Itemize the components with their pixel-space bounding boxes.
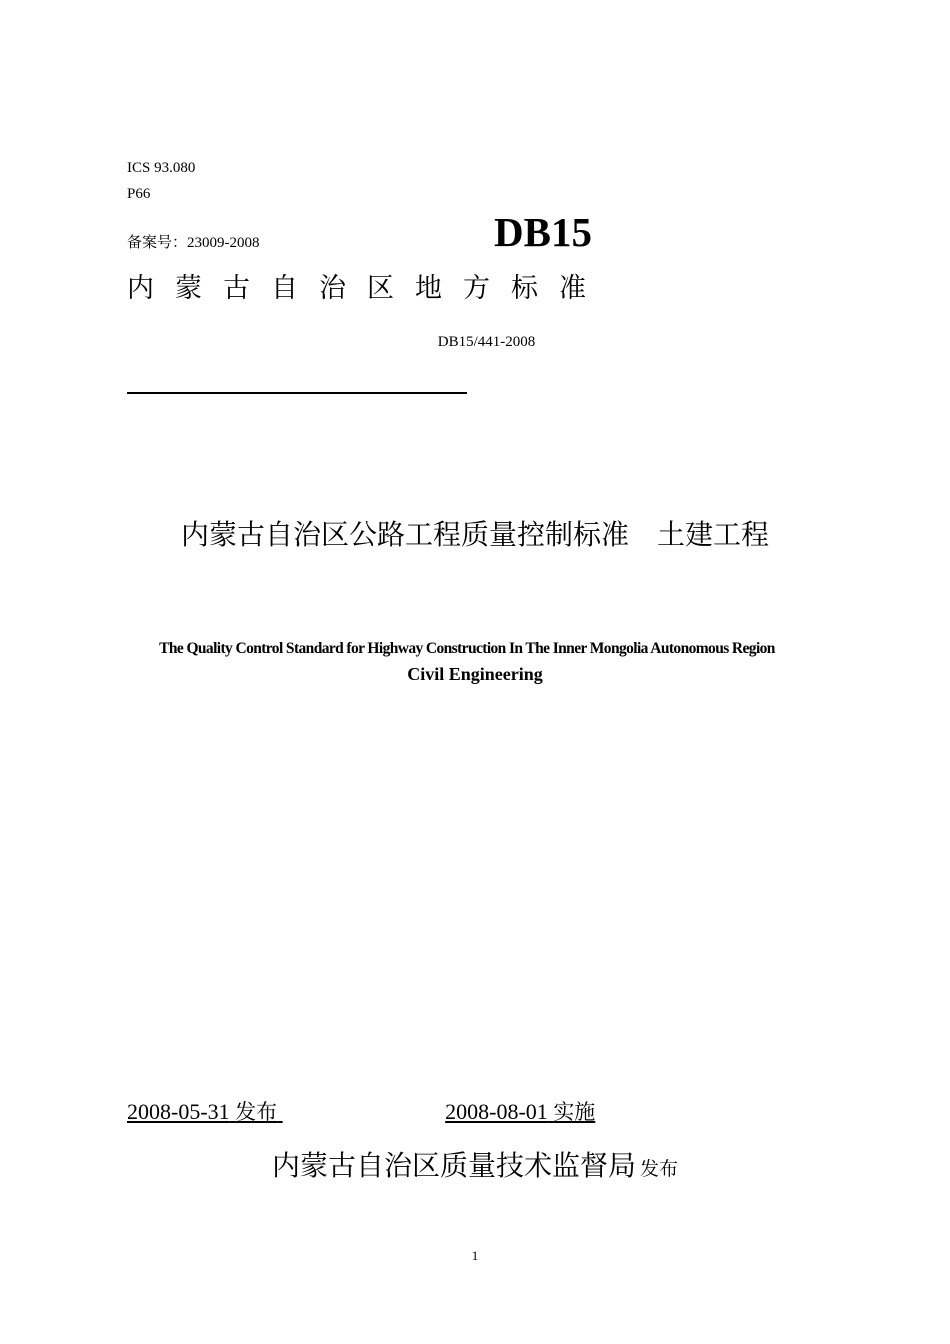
chinese-title: 内蒙古自治区公路工程质量控制标准 土建工程 [180, 518, 769, 551]
english-title: The Quality Control Standard for Highway Construction In The Inner Mongolia Autonomous Region [159, 640, 775, 657]
ics-code: ICS 93.080 [127, 160, 196, 176]
date-gap [277, 1099, 445, 1125]
page-number: 1 [471, 1248, 479, 1263]
standard-type-heading: 内蒙古自治区地方标准 [127, 273, 607, 304]
english-subtitle: Civil Engineering [407, 664, 543, 684]
issuer-name: 内蒙古自治区质量技术监督局 [271, 1149, 636, 1182]
effective-date: 2008-08-01 [445, 1099, 548, 1124]
issue-label: 发布 [235, 1100, 278, 1124]
standard-number: DB15/441-2008 [437, 334, 536, 350]
issue-date: 2008-05-31 [127, 1099, 230, 1124]
issuer-line [0, 1144, 950, 1184]
classification-code: P66 [127, 186, 151, 202]
issuer-suffix: 发布 [640, 1158, 679, 1180]
header-divider [127, 392, 467, 394]
standard-code: DB15 [494, 209, 592, 255]
dates-line [127, 1096, 595, 1126]
filing-number: 备案号：23009-2008 [127, 235, 260, 251]
effective-label: 实施 [553, 1100, 596, 1124]
